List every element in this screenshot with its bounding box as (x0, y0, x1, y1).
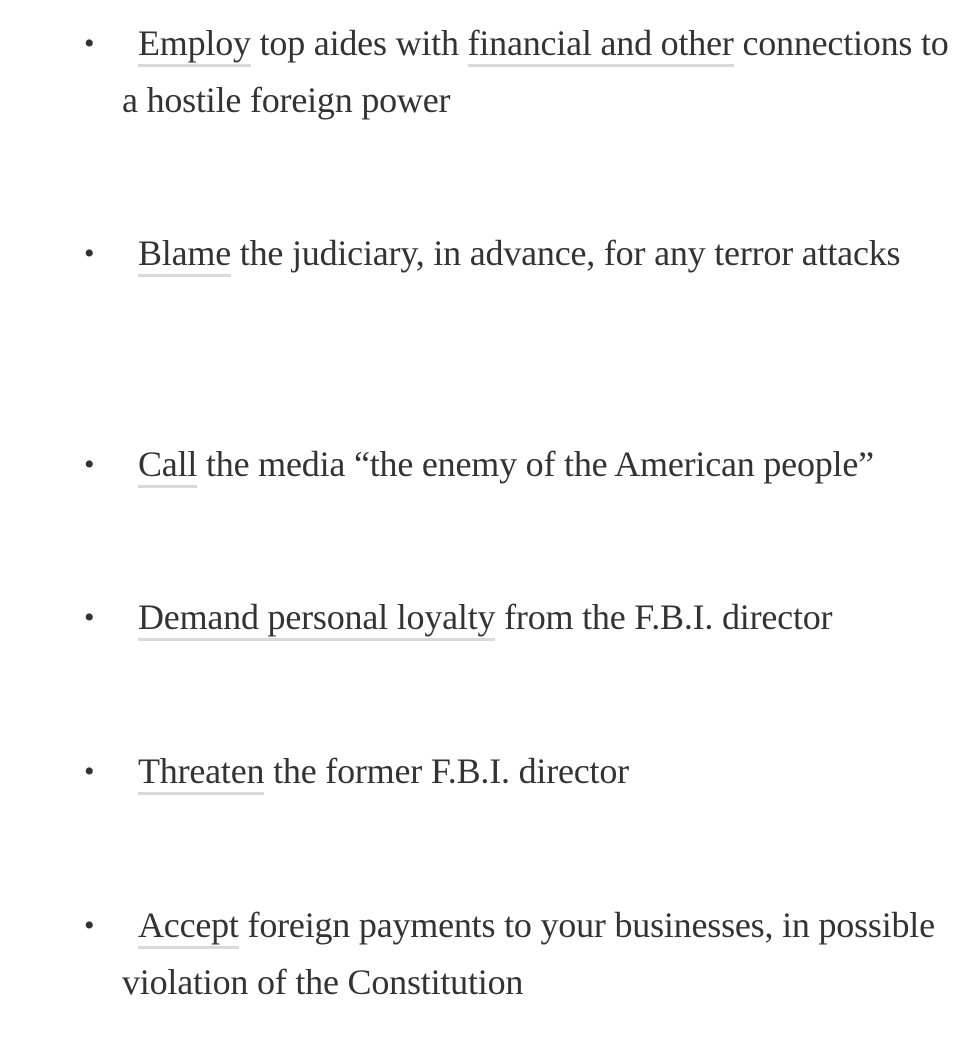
list-item-text-segment: the judiciary, in advance, for any terror attacks (230, 233, 901, 273)
bullet-icon: • (84, 27, 95, 60)
bullet-icon: • (84, 237, 95, 270)
list-item-text-segment: the media “the enemy of the American people” (197, 444, 874, 484)
list-item-text-segment: foreign payments to your businesses, in possible violation of the Constitution (122, 905, 935, 1002)
blame-link[interactable]: Blame (138, 233, 231, 277)
bullet-icon: • (84, 755, 95, 788)
employ-link[interactable]: Employ (138, 23, 251, 67)
list-item-text (122, 15, 952, 129)
call-link[interactable]: Call (138, 444, 197, 488)
list-item-text (122, 897, 952, 1011)
threaten-link[interactable]: Threaten (138, 751, 264, 795)
list-item-text-segment: top aides with (250, 23, 468, 63)
accept-link[interactable]: Accept (138, 905, 239, 949)
list-item-text (122, 436, 972, 493)
list-item-text (122, 589, 952, 646)
demand-personal-loyalty-link[interactable]: Demand personal loyalty (138, 597, 495, 641)
bullet-icon: • (84, 601, 95, 634)
financial-connections-link[interactable]: financial and other (468, 23, 734, 67)
bullet-icon: • (84, 909, 95, 942)
bullet-icon: • (84, 448, 95, 481)
list-item-text-segment: connections to a hostile foreign power (122, 23, 949, 120)
list-item-text-segment: the former F.B.I. director (264, 751, 629, 791)
list-item-text (122, 743, 952, 800)
list-item-text-segment: from the F.B.I. director (495, 597, 833, 637)
list-item-text (122, 225, 952, 282)
